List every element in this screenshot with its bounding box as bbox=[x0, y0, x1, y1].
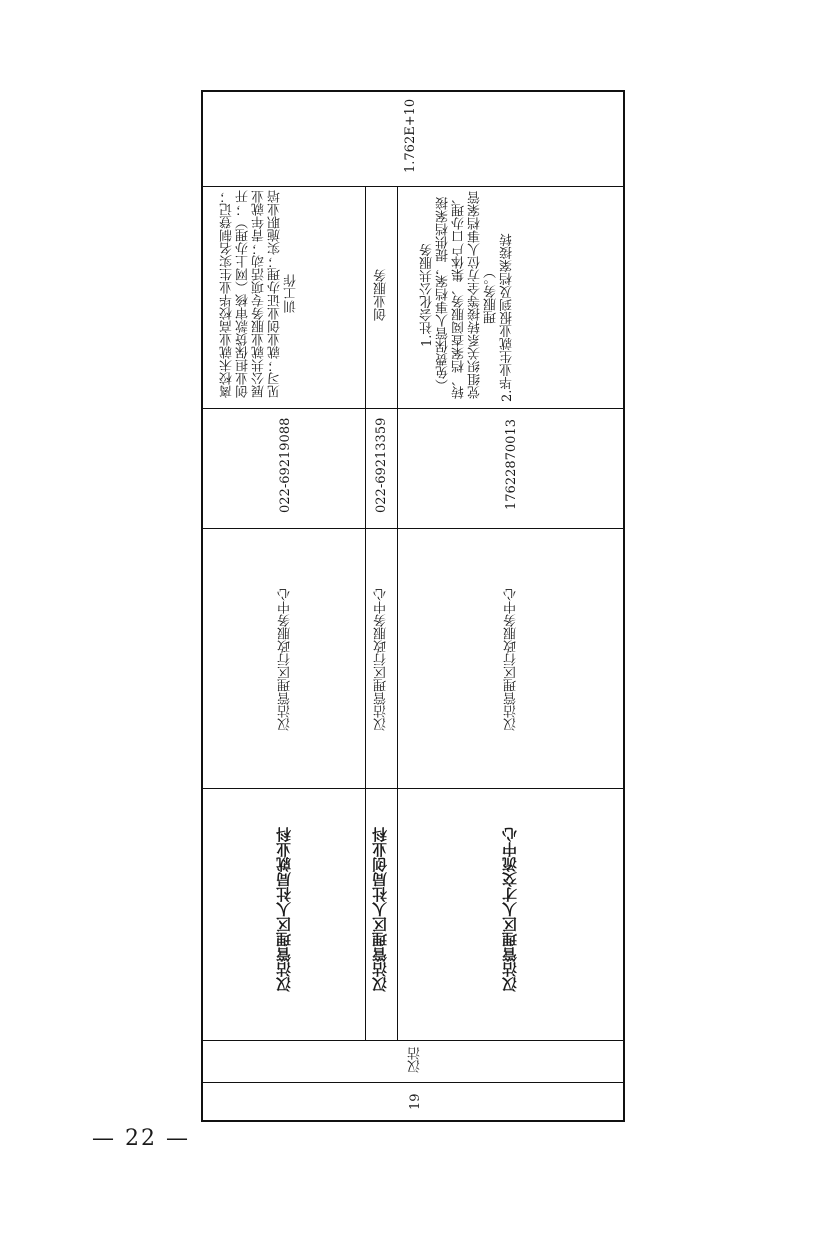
phone: 17622870013 bbox=[504, 419, 519, 511]
row-divider bbox=[203, 1082, 623, 1083]
phone: 022-69219088 bbox=[278, 417, 293, 513]
row-divider bbox=[203, 186, 623, 187]
row-divider bbox=[203, 528, 623, 529]
row-divider bbox=[203, 788, 623, 789]
services bbox=[420, 188, 604, 402]
col-divider bbox=[397, 186, 398, 1040]
phone: 022-69213359 bbox=[374, 417, 389, 513]
services-line: （免费保管人事档案，提供档案接转、档案查阅服务、集体户口办理、党组织关系转接等全方位人事档案管理服务。） bbox=[436, 191, 499, 399]
services-line: 2.毕业生就业报到及档案接转 bbox=[500, 233, 515, 402]
department-name: 汉沽管理区人社局就业科 bbox=[275, 827, 293, 993]
services: 创业服务 bbox=[374, 269, 389, 321]
district: 汉沽 bbox=[408, 1047, 423, 1073]
address: 汉沽管理区行政服务中心 bbox=[374, 588, 389, 732]
extra-value: 1.762E+10 bbox=[403, 98, 418, 174]
address: 汉沽管理区行政服务中心 bbox=[504, 588, 519, 732]
services-line: 1.社会化公共服务 bbox=[420, 243, 435, 347]
services: 离校未就业高校毕业生实名制登记；创业担保贷款审核（网上办理）；开展公共就业服务专项活动；青年就业见习；就业创业证办理；实施职业培训工作 bbox=[220, 190, 299, 398]
col-divider bbox=[365, 186, 366, 1040]
row-index: 19 bbox=[408, 1093, 423, 1111]
row-divider bbox=[203, 1040, 623, 1041]
address: 汉沽管理区行政服务中心 bbox=[278, 588, 293, 732]
department-name: 汉沽管理区人才交流中心 bbox=[501, 827, 519, 993]
department-name: 汉沽管理区人社局创业科 bbox=[371, 827, 389, 993]
row-divider bbox=[203, 408, 623, 409]
page-number: — 22 — bbox=[92, 1126, 190, 1151]
